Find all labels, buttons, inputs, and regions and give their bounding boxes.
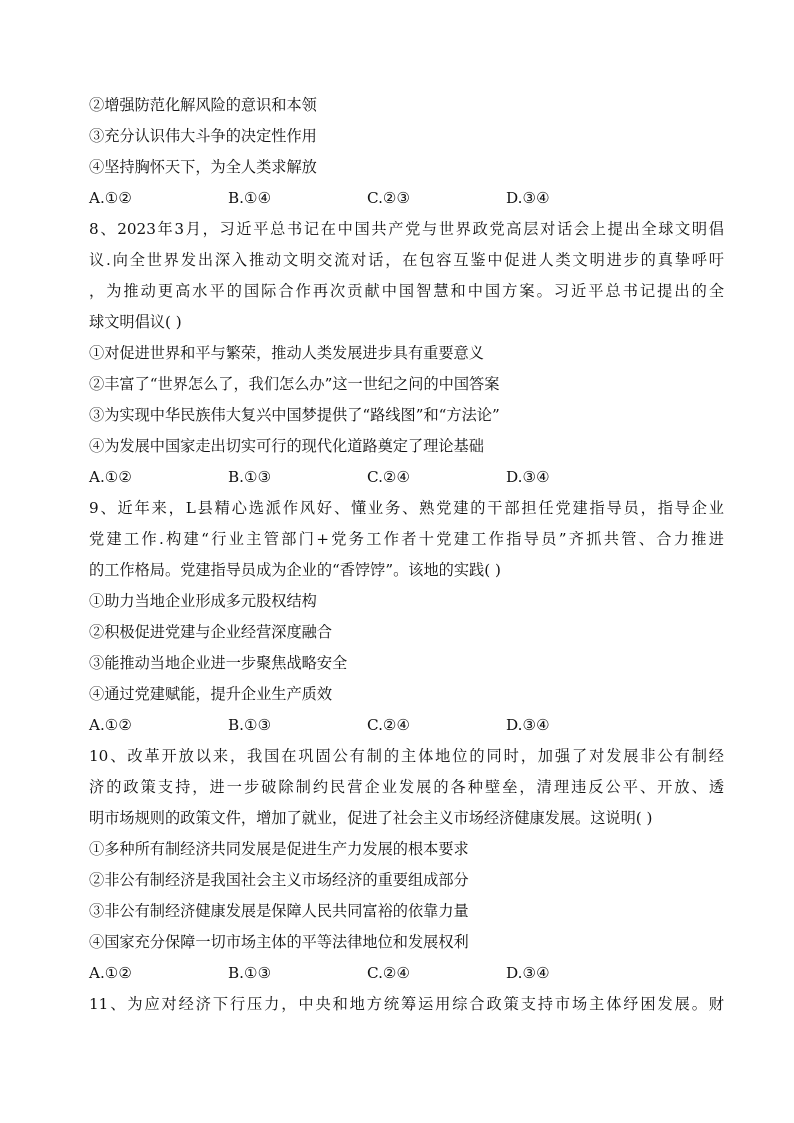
option-a[interactable]: A.①② — [89, 964, 133, 982]
statement-4: ④坚持胸怀天下，为全人类求解放 — [89, 158, 317, 176]
statement-3: ③能推动当地企业进一步聚焦战略安全 — [89, 654, 348, 672]
answer-options — [89, 710, 724, 741]
option-b[interactable]: B.①③ — [228, 468, 272, 486]
option-b[interactable]: B.①③ — [228, 716, 272, 734]
question-stem-line: 10、改革开放以来，我国在巩固公有制的主体地位的同时，加强了对发展非公有制经 — [89, 747, 724, 765]
question-stem-line: 11、为应对经济下行压力，中央和地方统筹运用综合政策支持市场主体纾困发展。财 — [89, 995, 724, 1013]
question-stem-line: 党建工作.构建“行业主管部门+党务工作者十党建工作指导员”齐抓共管、合力推进 — [89, 530, 724, 548]
statement-1: ①对促进世界和平与繁荣，推动人类发展进步具有重要意义 — [89, 344, 484, 362]
option-c[interactable]: C.②④ — [367, 716, 411, 734]
option-c[interactable]: C.②④ — [367, 468, 411, 486]
option-a[interactable]: A.①② — [89, 189, 133, 207]
question-stem-line: 明市场规则的政策文件，增加了就业，促进了社会主义市场经济健康发展。这说明( ) — [89, 809, 653, 827]
option-b[interactable]: B.①③ — [228, 964, 272, 982]
statement-4: ④国家充分保障一切市场主体的平等法律地位和发展权利 — [89, 933, 469, 951]
option-d[interactable]: D.③④ — [506, 189, 550, 207]
option-d[interactable]: D.③④ — [506, 468, 550, 486]
question-stem-line: 9、近年来，L县精心选派作风好、懂业务、熟党建的干部担任党建指导员，指导企业 — [89, 499, 724, 517]
answer-options — [89, 183, 724, 214]
question-stem-line: 球文明倡议( ) — [89, 313, 182, 331]
option-d[interactable]: D.③④ — [506, 716, 550, 734]
statement-2: ②积极促进党建与企业经营深度融合 — [89, 623, 332, 641]
previous-question-continuation — [89, 90, 724, 214]
option-c[interactable]: C.②③ — [367, 189, 411, 207]
question-9 — [89, 493, 724, 741]
statement-4: ④通过党建赋能，提升企业生产质效 — [89, 685, 332, 703]
statement-3: ③充分认识伟大斗争的决定性作用 — [89, 127, 317, 145]
question-stem-line: 济的政策支持，进一步破除制约民营企业发展的各种壁垒，清理违反公平、开放、透 — [89, 778, 724, 796]
statement-3: ③非公有制经济健康发展是保障人民共同富裕的依靠力量 — [89, 902, 469, 920]
question-8 — [89, 214, 724, 493]
option-d[interactable]: D.③④ — [506, 964, 550, 982]
option-c[interactable]: C.②④ — [367, 964, 411, 982]
question-stem-line: ，为推动更高水平的国际合作再次贡献中国智慧和中国方案。习近平总书记提出的全 — [89, 282, 724, 300]
option-a[interactable]: A.①② — [89, 468, 133, 486]
answer-options — [89, 958, 724, 989]
question-10 — [89, 741, 724, 989]
statement-2: ②非公有制经济是我国社会主义市场经济的重要组成部分 — [89, 871, 469, 889]
question-stem-line: 议.向全世界发出深入推动文明交流对话，在包容互鉴中促进人类文明进步的真挚呼吁 — [89, 251, 724, 269]
statement-1: ①助力当地企业形成多元股权结构 — [89, 592, 317, 610]
statement-3: ③为实现中华民族伟大复兴中国梦提供了“路线图”和“方法论” — [89, 406, 500, 424]
option-a[interactable]: A.①② — [89, 716, 133, 734]
answer-options — [89, 462, 724, 493]
question-11 — [89, 989, 724, 1020]
statement-4: ④为发展中国家走出切实可行的现代化道路奠定了理论基础 — [89, 437, 484, 455]
question-stem-line: 的工作格局。党建指导员成为企业的“香饽饽”。该地的实践( ) — [89, 561, 501, 579]
statement-1: ①多种所有制经济共同发展是促进生产力发展的根本要求 — [89, 840, 469, 858]
option-b[interactable]: B.①④ — [228, 189, 272, 207]
question-stem-line: 8、2023年3月，习近平总书记在中国共产党与世界政党高层对话会上提出全球文明倡 — [89, 220, 724, 238]
statement-2: ②增强防范化解风险的意识和本领 — [89, 96, 317, 114]
statement-2: ②丰富了“世界怎么了，我们怎么办”这一世纪之问的中国答案 — [89, 375, 500, 393]
